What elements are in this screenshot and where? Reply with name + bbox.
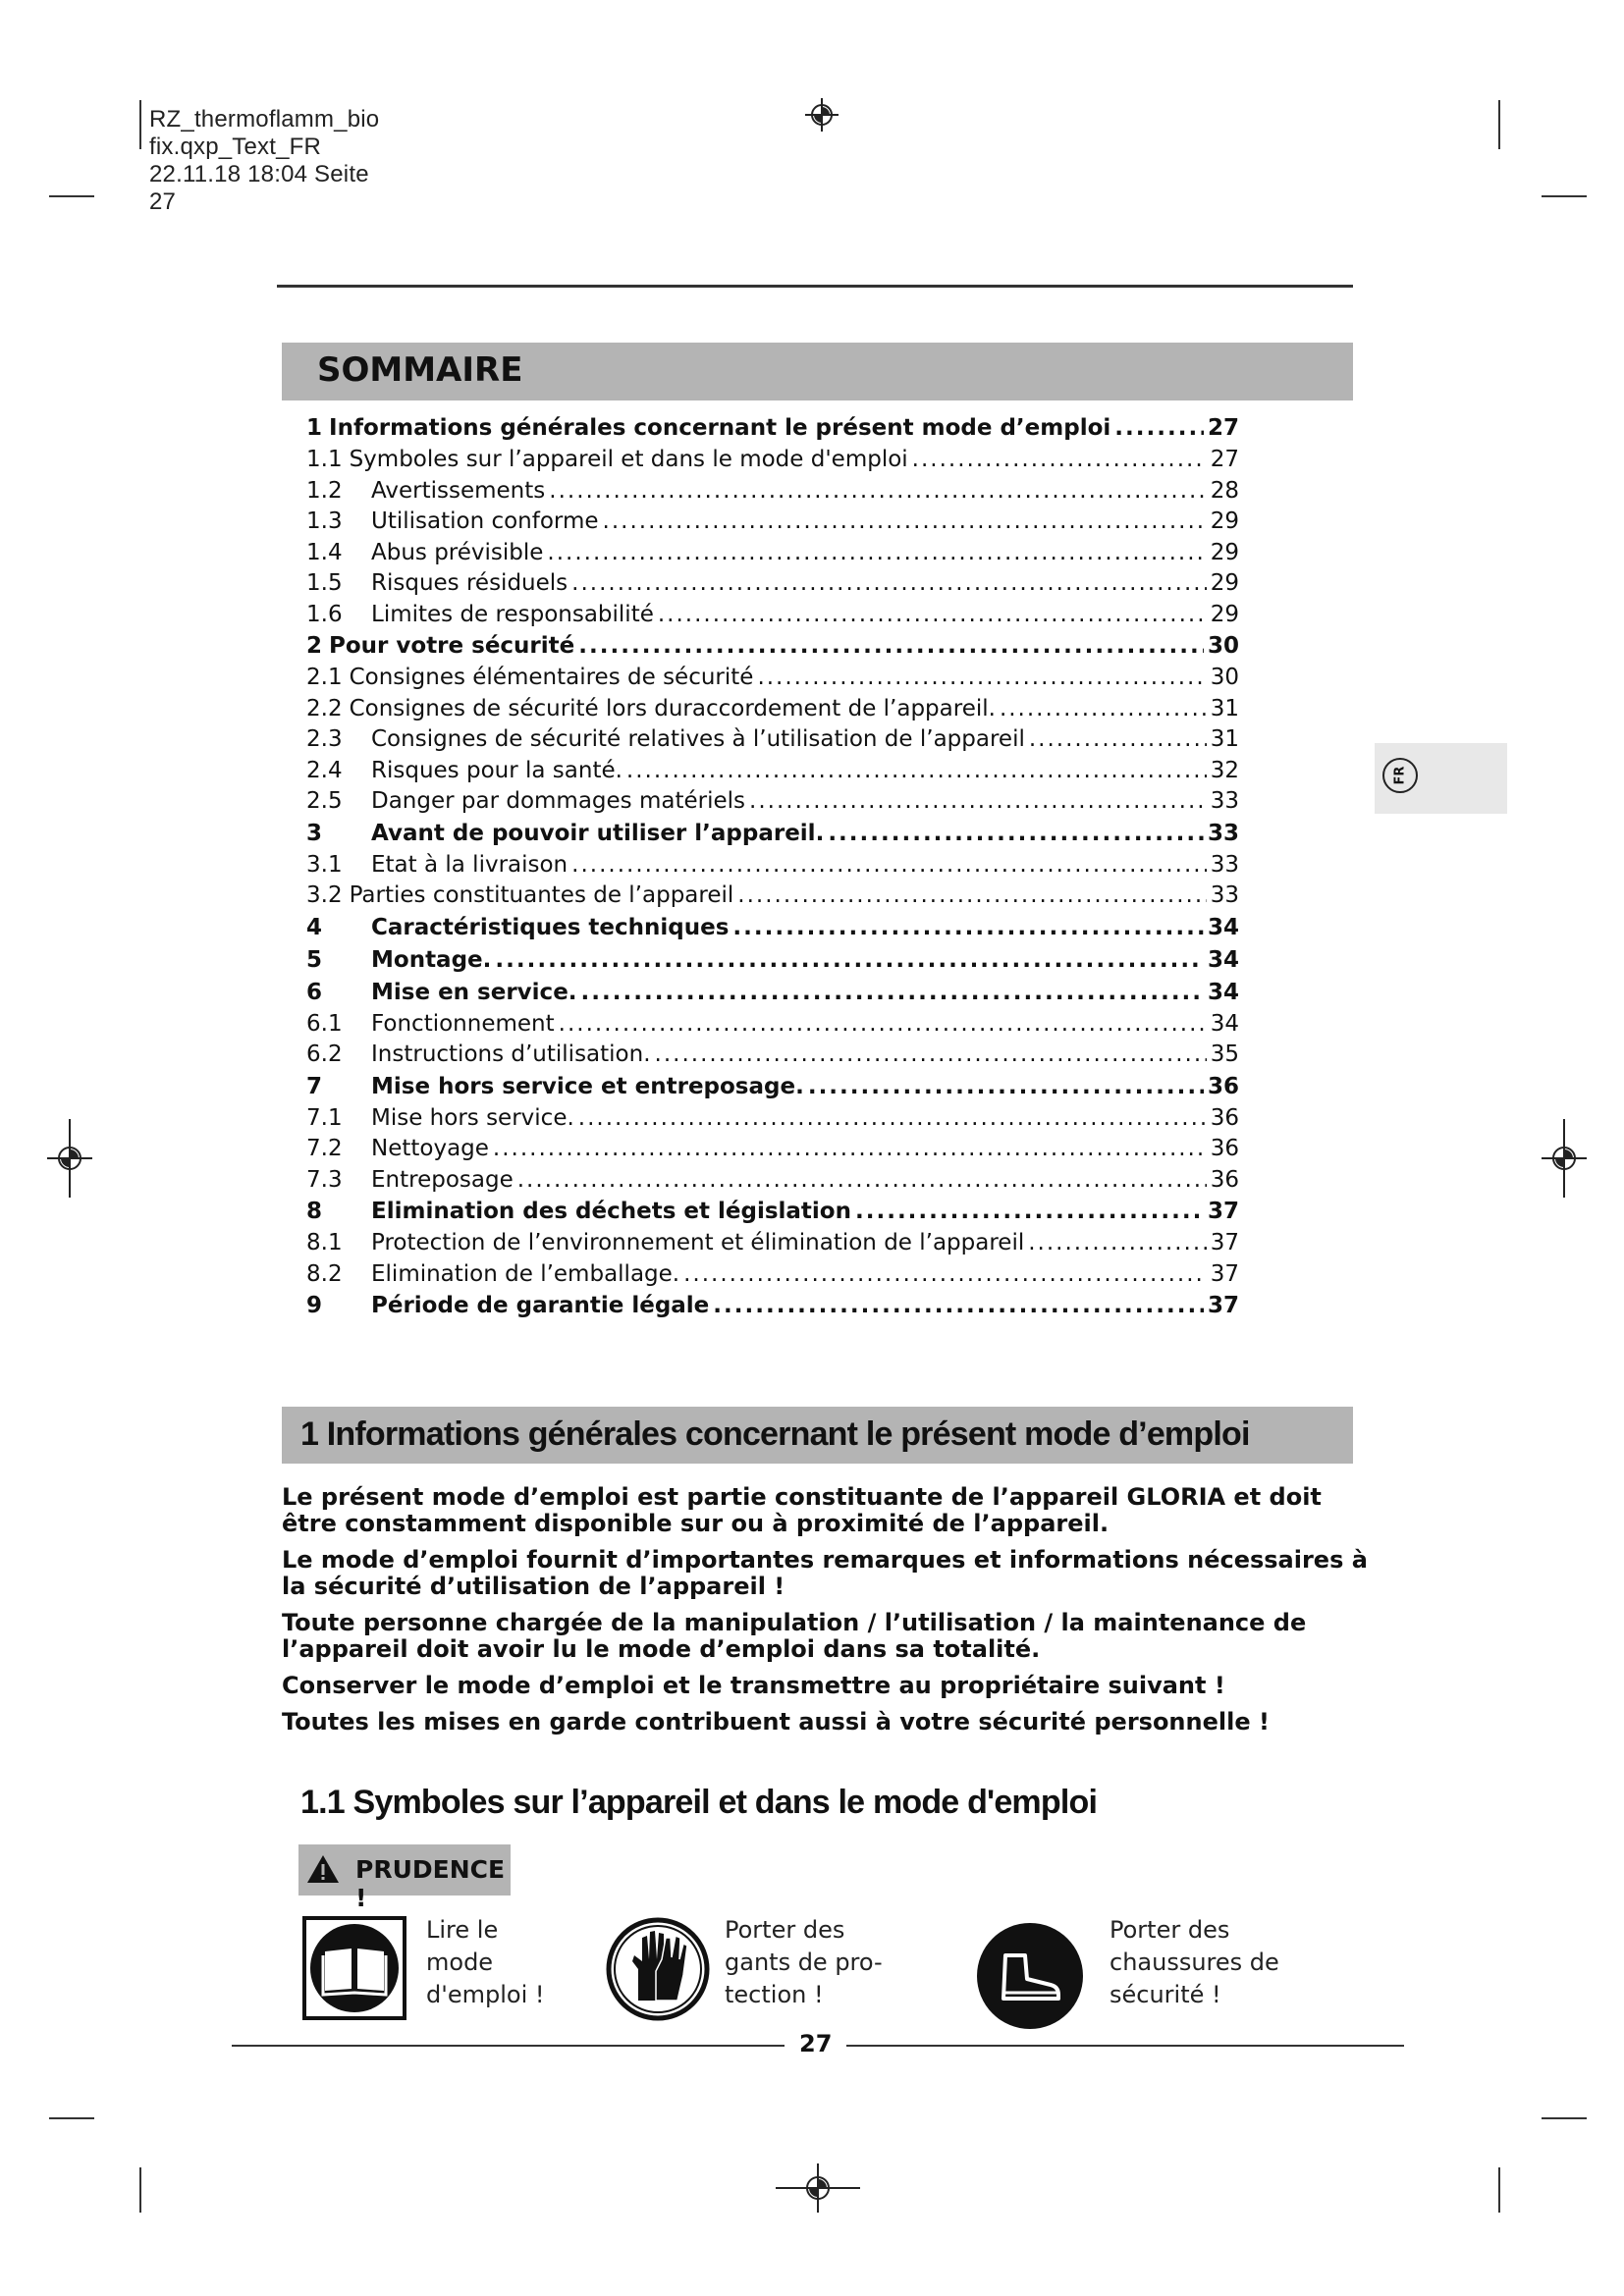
toc-entry [306,912,1239,944]
crop-mark [139,2167,141,2213]
toc-entry-label: Informations générales concernant le présent mode d’emploi [329,415,1111,441]
toc-entry-page: 32 [1210,757,1239,783]
toc-entry [306,1134,1239,1165]
toc-entry [306,476,1239,507]
toc-entry-page: 29 [1210,539,1239,565]
toc-entry [306,1259,1239,1291]
toc-entry-page: 33 [1210,882,1239,908]
toc-entry [306,600,1239,631]
toc-leader-dots [655,1040,1207,1071]
symbol-caption-line: mode [426,1949,494,1976]
toc-entry-label: Consignes de sécurité lors duraccordement de l’appareil. [349,695,996,721]
crop-mark [49,2117,94,2119]
toc-entry [306,1165,1239,1197]
intro-text [282,1484,1372,1745]
toc-entry [306,977,1239,1009]
toc-entry [306,1228,1239,1259]
toc-entry [306,1103,1239,1135]
toc-leader-dots [828,818,1204,850]
symbol-caption [1110,1914,1279,2011]
toc-entry-number: 8.2 [306,1260,343,1287]
toc-entry-number: 8 [306,1199,323,1224]
toc-entry [306,1196,1239,1228]
intro-paragraph: Toute personne chargée de la manipulation / l’utilisation / la maintenance de l’appareil doit avoir lu le mode d’emploi dans sa totalité. [282,1609,1307,1663]
slugline-text: RZ_thermoflamm_bio fix.qxp_Text_FR 22.11.18 18:04 Seite 27 [149,106,380,215]
registration-mark-icon [1542,1119,1587,1198]
toc-entry-page: 34 [1207,979,1239,1005]
toc-entry-number: 7.2 [306,1136,343,1161]
toc-entry-number: 1.1 [306,447,343,472]
toc-entry [306,1009,1239,1041]
toc-entry-page: 30 [1210,665,1239,690]
page-number: 27 [799,2030,833,2057]
toc-leader-dots [1000,694,1207,725]
toc-entry-page: 34 [1207,946,1239,973]
toc-entry [306,630,1239,663]
toc-entry-label: Utilisation conforme [371,508,599,534]
toc-entry-page: 37 [1210,1230,1239,1255]
toc-entry-number: 7.3 [306,1166,343,1193]
toc-entry [306,412,1239,445]
crop-mark [139,100,141,149]
toc-leader-dots [1029,724,1207,756]
toc-entry-number: 6.1 [306,1010,343,1037]
toc-entry [306,694,1239,725]
toc-entry-page: 33 [1210,851,1239,878]
toc-entry-label: Instructions d’utilisation. [371,1041,651,1067]
toc-entry [306,1040,1239,1071]
toc-entry-number: 2.1 [306,665,343,690]
toc-title: SOMMAIRE [317,350,523,390]
toc-entry-label: Protection de l’environnement et élimination de l’appareil [371,1230,1025,1255]
toc-entry-label: Avant de pouvoir utiliser l’appareil. [371,820,825,846]
toc-leader-dots [732,912,1204,944]
toc-entry-number: 2.4 [306,757,343,783]
toc-entry-page: 31 [1210,695,1239,721]
toc-leader-dots [808,1071,1204,1103]
toc-entry-label: Mise hors service et entreposage. [371,1073,804,1099]
toc-entry-number: 1.6 [306,601,343,627]
toc-entry-page: 29 [1210,508,1239,534]
toc-entry-page: 31 [1210,726,1239,752]
toc-entry [306,445,1239,476]
toc-entry-label: Etat à la livraison [371,851,568,878]
gloves-icon [605,1916,711,2022]
toc-entry [306,1290,1239,1322]
toc-leader-dots [549,476,1206,507]
toc-leader-dots [495,944,1204,977]
toc-leader-dots [855,1196,1204,1228]
symbol-caption-line: tection ! [725,1981,824,2008]
toc-leader-dots [713,1290,1204,1322]
toc-entry-number: 8.1 [306,1230,343,1255]
toc-entry-number: 7 [306,1073,323,1099]
toc-entry-number: 1.4 [306,539,343,565]
toc-entry-page: 34 [1210,1010,1239,1037]
toc-entry-page: 29 [1210,601,1239,627]
crop-mark [1498,2167,1500,2213]
toc-entry-page: 34 [1207,914,1239,940]
toc-leader-dots [912,445,1207,476]
toc-entry [306,507,1239,538]
toc-entry-page: 27 [1210,447,1239,472]
boot-icon [976,1922,1084,2030]
registration-mark-icon [805,98,839,132]
intro-paragraph: Conserver le mode d’emploi et le transmettre au propriétaire suivant ! [282,1672,1225,1699]
toc-entry-number: 1 [306,415,323,441]
toc-entry [306,538,1239,569]
toc-entry-label: Risques résiduels [371,570,568,596]
registration-mark-icon [776,2163,860,2213]
registration-mark-icon [47,1119,92,1198]
toc-entry-label: Danger par dommages matériels [371,788,746,814]
toc-leader-dots [1028,1228,1206,1259]
toc-entry-label: Limites de responsabilité [371,601,654,627]
toc-entry-page: 37 [1207,1293,1239,1318]
toc-leader-dots [578,630,1204,663]
toc-entry-label: Fonctionnement [371,1010,555,1037]
toc-leader-dots [603,507,1207,538]
toc-entry-page: 33 [1210,788,1239,814]
toc-leader-dots [571,850,1207,881]
toc-entry-page: 27 [1207,415,1239,441]
toc-entry-number: 2 [306,633,323,659]
toc-entry-label: Montage. [371,946,492,973]
toc-leader-dots [581,977,1204,1009]
toc-leader-dots [559,1009,1207,1041]
language-badge [1382,758,1418,793]
toc-leader-dots [547,538,1206,569]
toc-entry-page: 29 [1210,570,1239,596]
warning-triangle-icon [306,1854,340,1884]
toc-entry-number: 2.5 [306,788,343,814]
toc-entry-page: 36 [1210,1136,1239,1161]
symbol-caption [725,1914,883,2011]
toc-entry [306,724,1239,756]
toc-entry-page: 28 [1210,477,1239,504]
symbol-caption-line: chaussures de [1110,1949,1279,1976]
crop-mark [49,195,94,197]
toc-leader-dots [571,568,1207,600]
toc-entry-number: 9 [306,1293,323,1318]
toc-entry-label: Pour votre sécurité [329,633,575,659]
language-code: FR [1392,766,1408,785]
subsection-title: 1.1 Symboles sur l’appareil et dans le mode d'emploi [300,1784,1098,1821]
toc-entry [306,881,1239,912]
toc-entry-page: 30 [1207,633,1239,659]
toc-entry-page: 35 [1210,1041,1239,1067]
toc-entry-page: 36 [1210,1104,1239,1131]
toc-leader-dots [1114,412,1204,445]
toc-entry-number: 2.2 [306,695,343,721]
toc-entry-page: 37 [1207,1199,1239,1224]
toc-leader-dots [683,1259,1207,1291]
header-rule [277,285,1353,288]
caution-label: PRUDENCE ! [355,1855,506,1912]
toc-leader-dots [626,756,1207,787]
language-tab [1375,743,1507,814]
caution-label-box [298,1844,511,1912]
toc-entry-label: Mise hors service. [371,1104,574,1131]
toc-entry-number: 6 [306,979,323,1005]
crop-mark [1542,195,1587,197]
toc-entry-label: Symboles sur l’appareil et dans le mode d'emploi [349,447,908,472]
toc-entry [306,568,1239,600]
toc-entry-number: 4 [306,914,323,940]
toc-entry-label: Elimination des déchets et législation [371,1199,851,1224]
toc-entry-page: 36 [1210,1166,1239,1193]
toc-entry-number: 1.2 [306,477,343,504]
toc-leader-dots [493,1134,1207,1165]
toc-entry-number: 3.2 [306,882,343,908]
toc-entry [306,1071,1239,1103]
toc-entry-number: 3.1 [306,851,343,878]
symbol-caption-line: sécurité ! [1110,1981,1221,2008]
intro-paragraph: Le présent mode d’emploi est partie constituante de l’appareil GLORIA et doit être constamment disponible sur ou à proximité de l’appareil. [282,1483,1322,1537]
toc-entry-label: Consignes de sécurité relatives à l’utilisation de l’appareil [371,726,1025,752]
toc-entry-label: Avertissements [371,477,546,504]
toc-leader-dots [749,786,1207,818]
crop-mark [1542,2117,1587,2119]
toc-entry-label: Risques pour la santé. [371,757,623,783]
toc-entry [306,944,1239,977]
toc-entry-page: 33 [1207,820,1239,846]
toc-leader-dots [737,881,1206,912]
table-of-contents [306,412,1239,1322]
toc-entry-number: 7.1 [306,1104,343,1131]
toc-entry-label: Entreposage [371,1166,514,1193]
toc-banner [282,343,1353,400]
symbol-caption-line: Porter des [1110,1916,1230,1944]
toc-entry-number: 6.2 [306,1041,343,1067]
toc-entry-label: Consignes élémentaires de sécurité [349,665,754,690]
section-banner [282,1407,1353,1464]
toc-entry-label: Caractéristiques techniques [371,914,730,940]
symbol-caption-line: Lire le [426,1916,499,1944]
symbol-caption-line: gants de pro- [725,1949,883,1976]
toc-entry [306,756,1239,787]
symbol-caption-line: Porter des [725,1916,845,1944]
toc-leader-dots [578,1103,1207,1135]
toc-entry-number: 2.3 [306,726,343,752]
toc-entry [306,786,1239,818]
toc-entry-label: Abus prévisible [371,539,544,565]
symbol-caption-line: d'emploi ! [426,1981,545,2008]
footer-rule [846,2045,1404,2047]
toc-entry-page: 36 [1207,1073,1239,1099]
crop-mark [1498,100,1500,149]
footer-rule [232,2045,785,2047]
toc-entry-number: 1.5 [306,570,343,596]
toc-leader-dots [658,600,1207,631]
symbol-caption [426,1914,544,2011]
intro-paragraph: Le mode d’emploi fournit d’importantes remarques et informations nécessaires à la sécurité d’utilisation de l’appareil ! [282,1546,1368,1600]
intro-paragraph: Toutes les mises en garde contribuent aussi à votre sécurité personnelle ! [282,1708,1270,1735]
toc-entry-label: Nettoyage [371,1136,489,1161]
toc-entry-number: 5 [306,946,323,973]
toc-entry-label: Période de garantie légale [371,1293,710,1318]
manual-icon [302,1916,406,2020]
toc-entry-page: 37 [1210,1260,1239,1287]
toc-entry-label: Mise en service. [371,979,577,1005]
toc-entry-label: Parties constituantes de l’appareil [349,882,734,908]
toc-entry-number: 3 [306,820,323,846]
toc-entry [306,663,1239,694]
toc-leader-dots [757,663,1206,694]
toc-entry-number: 1.3 [306,508,343,534]
section-title: 1 Informations générales concernant le présent mode d’emploi [300,1415,1250,1453]
toc-entry [306,818,1239,850]
toc-entry-label: Elimination de l’emballage. [371,1260,680,1287]
toc-entry [306,850,1239,881]
toc-leader-dots [517,1165,1207,1197]
